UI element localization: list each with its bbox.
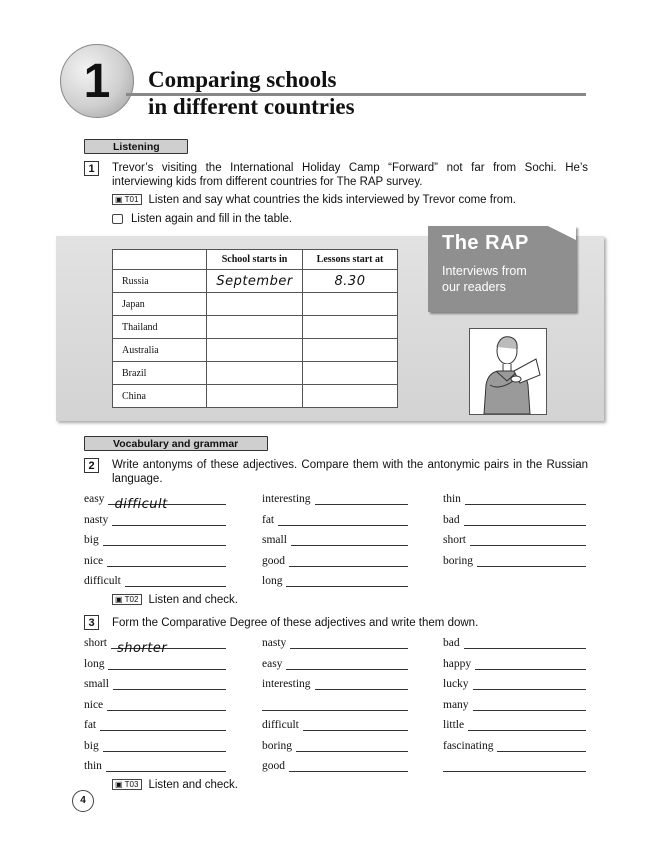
exercise-2-number: 2 (84, 458, 99, 473)
unit-number: 1 (83, 54, 111, 108)
table-row (113, 293, 398, 316)
unit-title-line1: Comparing schools (148, 66, 341, 93)
school-start-cell[interactable] (207, 339, 303, 362)
adjective-word: nice (84, 698, 104, 711)
page-number: 4 (72, 790, 94, 812)
adjective-word: interesting (262, 493, 311, 505)
answer-blank[interactable] (497, 751, 586, 752)
reporter-drawing (470, 329, 546, 414)
adjective-word: bad (443, 513, 460, 526)
table-row (113, 316, 398, 339)
rap-subtitle-line2: our readers (442, 280, 506, 294)
adjective-word: boring (443, 554, 474, 567)
country-cell: Russia (113, 270, 207, 293)
exercise-2-text: Write antonyms of these adjectives. Compare them with the antonymic pairs in the Russian language. (112, 459, 588, 485)
answer-blank[interactable] (465, 504, 586, 505)
answer-blank[interactable] (262, 710, 408, 711)
exercise-1-instruction-b: Listen again and fill in the table. (112, 212, 292, 226)
adjective-word: easy (262, 657, 283, 670)
answer-blank[interactable] (108, 669, 226, 670)
answer-blank[interactable] (107, 566, 226, 567)
answer-blank[interactable] (286, 669, 408, 670)
adjective-word: good (262, 554, 285, 567)
answer-blank[interactable] (125, 586, 226, 587)
answer-blank[interactable] (103, 545, 226, 546)
country-cell: Australia (113, 339, 207, 362)
answer-blank[interactable] (473, 710, 586, 711)
adjective-word: short (443, 534, 466, 546)
lessons-start-cell[interactable]: 8.30 (303, 270, 398, 293)
answer-blank[interactable] (108, 497, 226, 512)
adjective-word: boring (262, 739, 293, 752)
notebook-icon (112, 214, 123, 224)
rap-card-fold (548, 226, 576, 240)
exercise-1-text: Trevor’s visiting the International Holiday Camp “Forward” not far from Sochi. He’s interviewing kids from different countries for The RAP survey. (112, 162, 588, 188)
adjective-word: short (84, 637, 107, 649)
answer-blank[interactable] (468, 730, 586, 731)
rap-subtitle-line1: Interviews from (442, 264, 527, 278)
adjective-word: lucky (443, 678, 469, 690)
answer-blank[interactable] (289, 771, 408, 772)
adjective-word: fat (84, 719, 97, 731)
adjective-word: bad (443, 637, 460, 649)
adjective-word: small (84, 678, 109, 690)
school-start-cell[interactable] (207, 385, 303, 408)
answer-blank[interactable] (477, 566, 586, 567)
audio-track-icon[interactable]: ▣ T02 (112, 594, 142, 605)
exercise-1-instruction-a: ▣ T01 Listen and say what countries the kids interviewed by Trevor come from. (112, 193, 516, 207)
answer-blank[interactable] (315, 689, 408, 690)
country-cell: China (113, 385, 207, 408)
adjective-word: difficult (84, 575, 121, 587)
adjective-word: interesting (262, 678, 311, 690)
school-start-cell[interactable] (207, 362, 303, 385)
sample-answer: difficult (114, 497, 168, 512)
answer-blank[interactable] (290, 648, 408, 649)
section-vocabulary: Vocabulary and grammar (84, 436, 268, 451)
adjective-word: big (84, 739, 99, 752)
school-start-cell[interactable]: September (207, 270, 303, 293)
adjective-word: easy (84, 493, 105, 505)
lessons-start-cell[interactable] (303, 293, 398, 316)
table-header-row (113, 250, 398, 270)
unit-title-line2: in different countries (148, 94, 355, 119)
adjective-word: thin (443, 493, 461, 505)
table-row (113, 362, 398, 385)
rap-title: The RAP (442, 232, 529, 254)
answer-blank[interactable] (106, 771, 226, 772)
answer-blank[interactable] (470, 545, 586, 546)
unit-title (148, 66, 355, 120)
answer-blank[interactable] (443, 771, 586, 772)
answer-blank[interactable] (296, 751, 408, 752)
adjective-word: nasty (262, 637, 287, 649)
lessons-start-cell[interactable] (303, 316, 398, 339)
adjective-word: little (443, 719, 465, 731)
table-row (113, 339, 398, 362)
exercise-3-number: 3 (84, 615, 99, 630)
adjective-word: long (84, 657, 105, 670)
adjective-word: nasty (84, 513, 109, 526)
answer-blank[interactable] (113, 689, 226, 690)
sample-answer: shorter (117, 641, 168, 656)
exercise-1-number: 1 (84, 161, 99, 176)
country-cell: Thailand (113, 316, 207, 339)
adjective-word: happy (443, 657, 472, 670)
answer-blank[interactable] (464, 648, 586, 649)
answer-blank[interactable] (111, 641, 226, 656)
adjective-word: fat (262, 513, 275, 526)
answer-blank[interactable] (475, 669, 586, 670)
answer-blank[interactable] (100, 730, 226, 731)
answer-blank[interactable] (286, 586, 408, 587)
adjective-word: long (262, 575, 283, 587)
schools-table (112, 249, 398, 408)
school-start-cell[interactable] (207, 316, 303, 339)
table-row (113, 270, 398, 293)
reporter-illustration (469, 328, 547, 415)
country-cell: Brazil (113, 362, 207, 385)
adjective-word: big (84, 534, 99, 546)
answer-blank[interactable] (464, 525, 586, 526)
school-start-cell[interactable] (207, 293, 303, 316)
adjective-word: many (443, 698, 469, 711)
adjective-word: difficult (262, 719, 299, 731)
exercise-3-check: ▣ T03 Listen and check. (112, 778, 238, 792)
answer-blank[interactable] (303, 730, 408, 731)
adjective-word: small (262, 534, 287, 546)
lessons-start-cell[interactable] (303, 385, 398, 408)
answer-blank[interactable] (473, 689, 586, 690)
audio-track-icon[interactable]: ▣ T03 (112, 779, 142, 790)
lessons-start-cell[interactable] (303, 362, 398, 385)
lessons-start-cell[interactable] (303, 339, 398, 362)
section-listening: Listening (84, 139, 188, 154)
answer-blank[interactable] (278, 525, 408, 526)
adjective-word: fascinating (443, 739, 494, 752)
unit-number-badge (60, 44, 134, 118)
exercise-2-check: ▣ T02 Listen and check. (112, 593, 238, 607)
table-header: Lessons start at (303, 250, 398, 270)
exercise-3-text: Form the Comparative Degree of these adjectives and write them down. (112, 617, 479, 629)
table-header: School starts in (207, 250, 303, 270)
table-row (113, 385, 398, 408)
audio-track-icon[interactable]: ▣ T01 (112, 194, 142, 205)
adjective-word: thin (84, 760, 102, 772)
table-header (113, 250, 207, 270)
answer-blank[interactable] (112, 525, 226, 526)
adjective-word: nice (84, 554, 104, 567)
answer-blank[interactable] (315, 504, 408, 505)
adjective-word: good (262, 760, 285, 772)
country-cell: Japan (113, 293, 207, 316)
answer-blank[interactable] (103, 751, 226, 752)
rap-subtitle (442, 263, 527, 295)
answer-blank[interactable] (289, 566, 408, 567)
answer-blank[interactable] (107, 710, 226, 711)
answer-blank[interactable] (291, 545, 408, 546)
